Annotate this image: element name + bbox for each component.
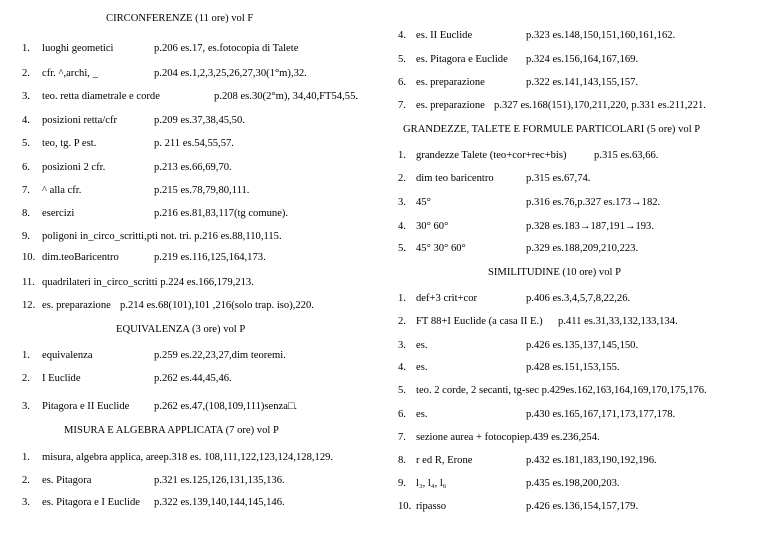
- item-reference: p.214 es.68(101),101 ,216(solo trap. iso),220.: [120, 300, 314, 311]
- item-topic: 30° 60°: [416, 221, 449, 232]
- item-number: 1.: [22, 43, 30, 54]
- item-number: 2.: [398, 173, 406, 184]
- item-topic: es. Pitagora e Euclide: [416, 54, 508, 65]
- item-reference: p.411 es.31,33,132,133,134.: [558, 316, 678, 327]
- item-reference: p.426 es.136,154,157,179.: [526, 501, 639, 512]
- item-number: 6.: [398, 77, 406, 88]
- item-reference: p.329 es.188,209,210,223.: [526, 243, 639, 254]
- item-topic: 45° 30° 60°: [416, 243, 466, 254]
- item-reference: p.215 es.78,79,80,111.: [154, 185, 250, 196]
- item-number: 2.: [398, 316, 406, 327]
- section-heading-equivalenza: EQUIVALENZA (3 ore) vol P: [116, 324, 246, 335]
- section-heading-misura-algebra: MISURA E ALGEBRA APPLICATA (7 ore) vol P: [64, 425, 279, 436]
- item-reference: p.322 es.139,140,144,145,146.: [154, 497, 285, 508]
- item-reference: p.328 es.183→187,191→193.: [526, 221, 655, 232]
- item-reference: p.208 es.30(2°m), 34,40,FT54,55.: [214, 91, 359, 102]
- item-reference: p.262 es.44,45,46.: [154, 373, 232, 384]
- item-topic: luoghi geometici: [42, 43, 114, 54]
- item-topic: es.: [416, 340, 428, 351]
- item-topic: I Euclide: [42, 373, 81, 384]
- item-number: 5.: [398, 54, 406, 65]
- item-number: 4.: [22, 115, 30, 126]
- item-topic: 45°: [416, 197, 431, 208]
- item-topic: es. Pitagora e I Euclide: [42, 497, 140, 508]
- item-reference: p.428 es.151,153,155.: [526, 362, 620, 373]
- item-topic: Pitagora e II Euclide: [42, 401, 130, 412]
- item-number: 2.: [22, 68, 30, 79]
- item-number: 1.: [398, 150, 406, 161]
- item-reference: p.259 es.22,23,27,dim teoremi.: [154, 350, 286, 361]
- item-number: 5.: [398, 243, 406, 254]
- item-topic: es. preparazione: [416, 100, 485, 111]
- item-topic: poligoni in_circo_scritti,pti not. tri. p.216 es.88,110,115.: [42, 231, 282, 242]
- item-number: 7.: [398, 100, 406, 111]
- item-topic: dim teo baricentro: [416, 173, 494, 184]
- item-number: 11.: [22, 277, 35, 288]
- item-number: 6.: [398, 409, 406, 420]
- item-number: 7.: [22, 185, 30, 196]
- item-number: 1.: [398, 293, 406, 304]
- item-reference: p.213 es.66,69,70.: [154, 162, 232, 173]
- item-number: 10.: [398, 501, 412, 512]
- item-reference: p.206 es.17, es.fotocopia di Talete: [154, 43, 299, 54]
- item-topic: es.: [416, 409, 428, 420]
- item-number: 4.: [398, 30, 406, 41]
- item-topic: es.: [416, 362, 428, 373]
- item-topic: teo. retta diametrale e corde: [42, 91, 160, 102]
- item-reference: p.204 es.1,2,3,25,26,27,30(1°m),32.: [154, 68, 307, 79]
- item-topic: misura, algebra applica, areep.318 es. 108,111,122,123,124,128,129.: [42, 452, 334, 463]
- item-topic: esercizi: [42, 208, 75, 219]
- item-number: 2.: [22, 373, 30, 384]
- item-number: 1.: [22, 350, 30, 361]
- item-reference: p.219 es.116,125,164,173.: [154, 252, 266, 263]
- item-reference: p.327 es.168(151),170,211,220, p.331 es.211,221.: [494, 100, 706, 111]
- item-reference: p.322 es.141,143,155,157.: [526, 77, 639, 88]
- item-topic: ^ alla cfr.: [42, 185, 82, 196]
- item-topic: dim.teoBaricentro: [42, 252, 119, 263]
- item-reference: p.216 es.81,83,117(tg comune).: [154, 208, 289, 219]
- section-heading-similitudine: SIMILITUDINE (10 ore) vol P: [488, 267, 621, 278]
- item-topic: es. preparazione: [416, 77, 485, 88]
- item-topic: equivalenza: [42, 350, 93, 361]
- item-topic: sezione aurea + fotocopiep.439 es.236,254.: [416, 432, 600, 443]
- item-reference: p.430 es.165,167,171,173,177,178.: [526, 409, 676, 420]
- item-topic: teo, tg. P est.: [42, 138, 97, 149]
- item-number: 5.: [398, 385, 406, 396]
- item-topic: posizioni 2 cfr.: [42, 162, 106, 173]
- item-reference: p.426 es.135,137,145,150.: [526, 340, 639, 351]
- item-number: 6.: [22, 162, 30, 173]
- item-number: 3.: [22, 401, 30, 412]
- item-topic: es. II Euclide: [416, 30, 473, 41]
- item-reference: p.209 es.37,38,45,50.: [154, 115, 245, 126]
- item-number: 4.: [398, 221, 406, 232]
- item-topic: es. preparazione: [42, 300, 111, 311]
- item-number: 3.: [398, 197, 406, 208]
- item-topic: r ed R, Erone: [416, 455, 473, 466]
- item-number: 3.: [22, 91, 30, 102]
- item-topic: grandezze Talete (teo+cor+rec+bis): [416, 150, 567, 161]
- item-reference: p.324 es.156,164,167,169.: [526, 54, 639, 65]
- item-reference: p.315 es.63,66.: [594, 150, 659, 161]
- item-topic: ripasso: [416, 501, 447, 512]
- item-number: 8.: [398, 455, 406, 466]
- section-heading-grandezze: GRANDEZZE, TALETE E FORMULE PARTICOLARI (5 ore) vol P: [403, 124, 701, 135]
- item-number: 10.: [22, 252, 36, 263]
- item-reference: p. 211 es.54,55,57.: [154, 138, 234, 149]
- item-number: 9.: [398, 478, 406, 489]
- item-number: 9.: [22, 231, 30, 242]
- item-topic: cfr. ^,archi, _: [42, 68, 98, 79]
- section-heading-circonferenze: CIRCONFERENZE (11 ore) vol F: [106, 13, 254, 24]
- item-number: 2.: [22, 475, 30, 486]
- item-topic: quadrilateri in_circo_scritti p.224 es.166,179,213.: [42, 277, 254, 288]
- item-topic: l₃, l₄, l₆: [416, 478, 447, 489]
- item-number: 7.: [398, 432, 406, 443]
- item-reference: p.262 es.47,(108,109,111)senza□.: [154, 401, 298, 412]
- item-topic: FT 88+I Euclide (a casa II E.): [416, 316, 543, 327]
- item-reference: p.432 es.181,183,190,192,196.: [526, 455, 657, 466]
- item-topic: def+3 crit+cor: [416, 293, 478, 304]
- item-number: 3.: [398, 340, 406, 351]
- item-number: 5.: [22, 138, 30, 149]
- item-reference: p.321 es.125,126,131,135,136.: [154, 475, 285, 486]
- item-number: 3.: [22, 497, 30, 508]
- item-number: 12.: [22, 300, 36, 311]
- item-reference: p.406 es.3,4,5,7,8,22,26.: [526, 293, 631, 304]
- item-topic: es. Pitagora: [42, 475, 92, 486]
- item-topic: posizioni retta/cfr: [42, 115, 118, 126]
- item-reference: p.315 es.67,74.: [526, 173, 591, 184]
- item-reference: p.435 es.198,200,203.: [526, 478, 620, 489]
- item-topic: teo. 2 corde, 2 secanti, tg-sec p.429es.162,163,164,169,170,175,176.: [416, 385, 707, 396]
- item-reference: p.323 es.148,150,151,160,161,162.: [526, 30, 676, 41]
- item-reference: p.316 es.76,p.327 es.173→182.: [526, 197, 661, 208]
- item-number: 1.: [22, 452, 30, 463]
- item-number: 4.: [398, 362, 406, 373]
- item-number: 8.: [22, 208, 30, 219]
